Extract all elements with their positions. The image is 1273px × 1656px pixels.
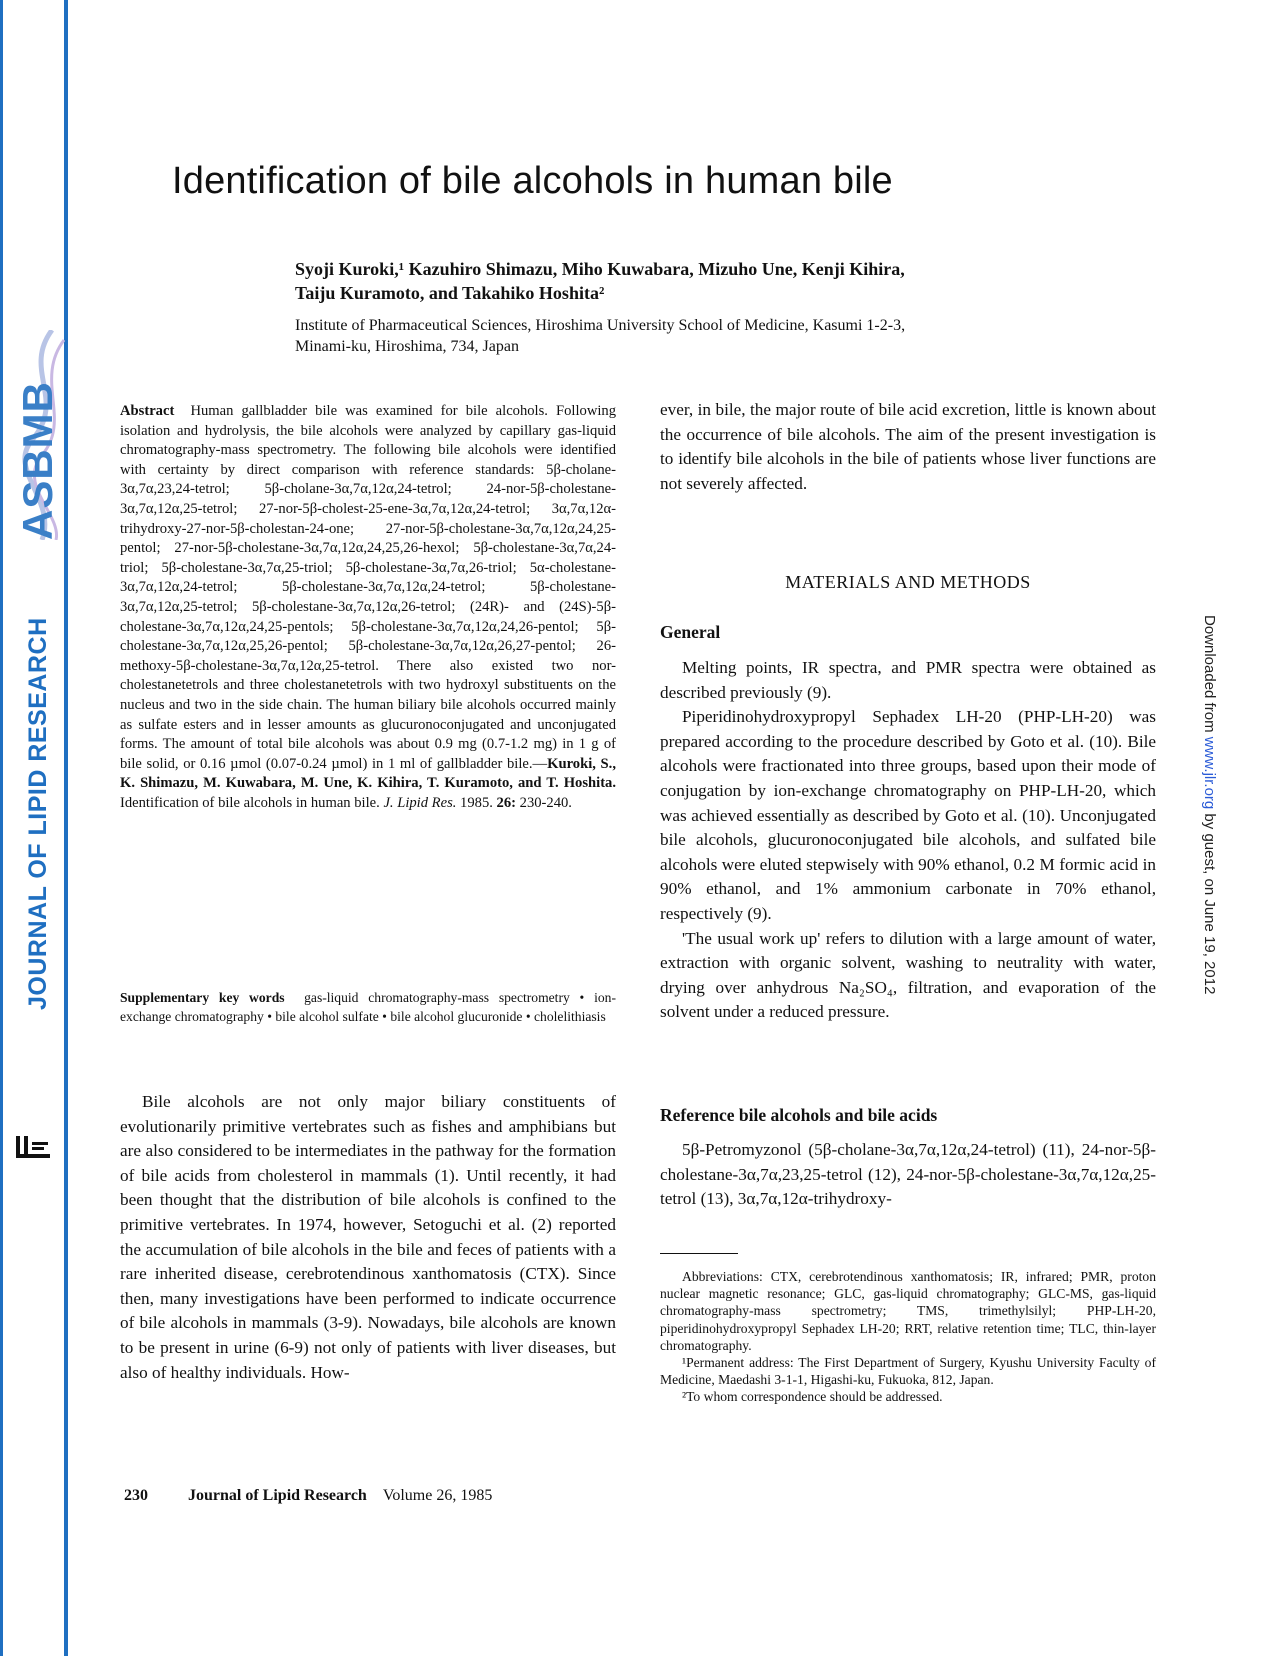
journal-vertical-label: JOURNAL OF LIPID RESEARCH xyxy=(24,617,52,1010)
footnote-divider xyxy=(660,1253,738,1254)
affiliation-line-2: Minami-ku, Hiroshima, 734, Japan xyxy=(295,338,519,355)
general-section xyxy=(660,656,1156,1025)
authors-line-1: Syoji Kuroki,¹ Kazuhiro Shimazu, Miho Kuwabara, Mizuho Une, Kenji Kihira, xyxy=(295,259,905,279)
asbmb-logo-text: ASBMB xyxy=(14,381,61,540)
download-suffix: by guest, on June 19, 2012 xyxy=(1201,809,1218,995)
affiliation-line-1: Institute of Pharmaceutical Sciences, Hiroshima University School of Medicine, Kasumi 1-2-3, xyxy=(295,317,906,334)
citation-pages: 230-240. xyxy=(516,794,572,811)
general-paragraph-3: 'The usual work up' refers to dilution with a large amount of water, extraction with organic solvent, washing to neutrality with water, drying over anhydrous Na₂SO₄, filtration, and evaporation of the solvent under a reduced pressure. xyxy=(660,928,1156,1022)
abstract-text: Human gallbladder bile was examined for bile alcohols. Following isolation and hydrolysis, the bile alcohols were analyzed by capillary gas-liquid chromatography-mass spectrometry. The following bile alcohols were identified with certainty by direct comparison with reference standards: 5β-cholane-3α,7α,23,24-tetrol; 5β-cholane-3α,7α,12α,24-tetrol; 24-nor-5β-cholestane-3α,7α,12α,25-tetrol; 27-nor-5β-cholest-25-ene-3α,7α,12α,24-tetrol; 3α,7α,12α-trihydroxy-27-nor-5β-cholestan-24-one; 27-nor-5β-cholestane-3α,7α,12α,24,25-pentol; 27-nor-5β-cholestane-3α,7α,12α,24,25,26-hexol; 5β-cholestane-3α,7α,24-triol; 5β-cholestane-3α,7α,25-triol; 5β-cholestane-3α,7α,26-triol; 5α-cholestane-3α,7α,12α,24-tetrol; 5β-cholestane-3α,7α,12α,24-tetrol; 5β-cholestane-3α,7α,12α,25-tetrol; 5β-cholestane-3α,7α,12α,26-tetrol; (24R)- and (24S)-5β-cholestane-3α,7α,12α,24,25-pentols; 5β-cholestane-3α,7α,12α,24,26-pentol; 5β-cholestane-3α,7α,12α,25,26-pentol; 5β-cholestane-3α,7α,12α,26,27-pentol; 26-methoxy-5β-cholestane-3α,7α,12α,25-tetrol. There also existed two nor-cholestanetetrols and three cholestanetetrols with two hydroxyl substituents on the nucleus and two in the side chain. The human biliary bile alcohols occurred mainly as sulfate esters and in lesser amounts as glucuronoconjugated and unconjugated forms. The amount of total bile alcohols was about 0.9 mg (0.7-1.2 mg) in 1 g of bile solid, or 0.16 µmol (0.07-0.24 µmol) in 1 ml of gallbladder bile.— xyxy=(120,403,617,772)
intro-paragraph-left: Bile alcohols are not only major biliary constituents of evolutionarily primitive vertebrates such as fishes and amphibians but are also considered to be intermediates in the pathway for the formation of bile acids from cholesterol in mammals (1). Until recently, it had been thought that the distribution of bile alcohols is confined to the primitive vertebrates. In 1974, however, Setoguchi et al. (2) reported the accumulation of bile alcohols in the bile and feces of patients with a rare inherited disease, cerebrotendinous xanthomatosis (CTX). Since then, many investigations have been performed to indicate occurrence of bile alcohols in mammals (3-9). Nowadays, bile alcohols are known to be present in urine (6-9) not only of patients with liver diseases, but also of healthy individuals. How- xyxy=(120,1092,616,1382)
reference-paragraph: 5β-Petromyzonol (5β-cholane-3α,7α,12α,24-tetrol) (11), 24-nor-5β-cholestane-3α,7α,23,25-tetrol (12), 24-nor-5β-cholestane-3α,7α,12α,25-tetrol (13), 3α,7α,12α-trihydroxy- xyxy=(660,1140,1156,1209)
paper-title: Identification of bile alcohols in human bile xyxy=(172,160,893,202)
abstract xyxy=(120,402,616,813)
abstract-label: Abstract xyxy=(120,403,175,419)
footer-journal: Journal of Lipid Research xyxy=(188,1487,367,1504)
citation-journal: J. Lipid Res. xyxy=(383,794,457,811)
section-heading-methods: MATERIALS AND METHODS xyxy=(785,572,1031,592)
sidebar-rule xyxy=(64,0,68,1656)
general-paragraph-2: Piperidinohydroxypropyl Sephadex LH-20 (PHP-LH-20) was prepared according to the procedure described by Goto et al. (10). Bile alcohols were fractionated into three groups, based upon their mode of conjugation by ion-exchange chromatography on PHP-LH-20, which was achieved essentially as described by Goto et al. (10). Unconjugated bile alcohols, glucuronoconjugated bile alcohols, and sulfated bile alcohols were eluted stepwisely with 90% ethanol, 0.2 M formic acid in 90% ethanol, and 1% ammonium carbonate in 70% ethanol, respectively (9). xyxy=(660,707,1156,923)
keywords-label: Supplementary key words xyxy=(120,990,285,1005)
authors xyxy=(295,257,1085,305)
download-link[interactable]: www.jlr.org xyxy=(1201,736,1218,810)
citation-authors: Kuroki, S., K. Shimazu, M. Kuwabara, M. Une, K. Kihira, T. Kuramoto, and T. Hoshita. xyxy=(120,755,616,792)
download-prefix: Downloaded from xyxy=(1201,615,1218,737)
footnotes xyxy=(660,1268,1156,1406)
footnote-abbreviations: Abbreviations: CTX, cerebrotendinous xanthomatosis; IR, infrared; PMR, proton nuclear magnetic resonance; GLC, gas-liquid chromatography; GLC-MS, gas-liquid chromatography-mass spectrometry; TMS, trimethylsilyl; PHP-LH-20, piperidinohydroxypropyl Sephadex LH-20; RRT, relative retention time; TLC, thin-layer chromatography. xyxy=(660,1269,1156,1353)
keywords-text: gas-liquid chromatography-mass spectrometry • ion-exchange chromatography • bile alcohol sulfate • bile alcohol glucuronide • cholelithiasis xyxy=(120,990,616,1024)
jlr-logo-icon xyxy=(14,1132,54,1162)
authors-line-2: Taiju Kuramoto, and Takahiko Hoshita² xyxy=(295,283,605,303)
keywords xyxy=(120,988,616,1026)
citation-volume: 26: xyxy=(496,794,517,811)
footnote-1: ¹Permanent address: The First Department of Surgery, Kyushu University Faculty of Medicine, Maedashi 3-1-1, Higashi-ku, Fukuoka, 812, Japan. xyxy=(660,1355,1156,1388)
footnote-2: ²To whom correspondence should be addressed. xyxy=(682,1389,943,1405)
affiliation xyxy=(295,315,1085,357)
footer-volume: Volume 26, 1985 xyxy=(382,1487,493,1504)
intro-paragraph-right: ever, in bile, the major route of bile acid excretion, little is known about the occurrence of bile alcohols. The aim of the present investigation is to identify bile alcohols in the bile of patients whose liver functions are not severely affected. xyxy=(660,400,1156,493)
download-notice xyxy=(1201,615,1218,994)
page-footer xyxy=(124,1487,492,1505)
page-number: 230 xyxy=(124,1487,148,1504)
citation-title: Identification of bile alcohols in human bile. xyxy=(120,794,384,811)
general-paragraph-1: Melting points, IR spectra, and PMR spectra were obtained as described previously (9). xyxy=(660,658,1156,702)
subheading-reference: Reference bile alcohols and bile acids xyxy=(660,1105,938,1125)
subheading-general: General xyxy=(660,622,721,642)
sidebar-edge xyxy=(0,0,3,1656)
citation-year: 1985. xyxy=(456,794,497,811)
